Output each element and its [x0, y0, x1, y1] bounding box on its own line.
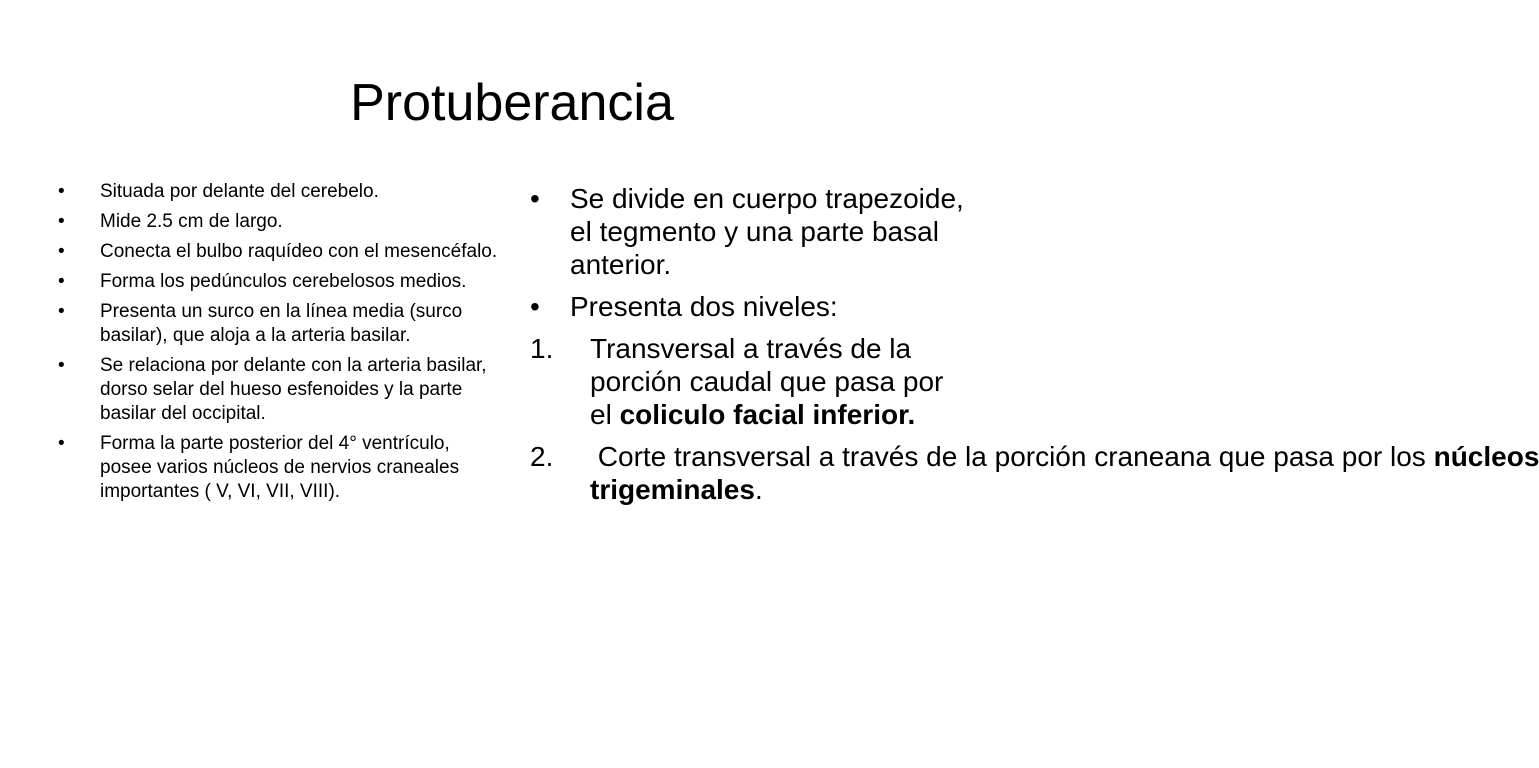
- right-numbered-list: [530, 332, 1539, 506]
- number-marker: 1.: [530, 333, 554, 364]
- bullet-icon: •: [530, 291, 540, 322]
- list-item-text: Situada por delante del cerebelo.: [100, 181, 379, 202]
- bullet-icon: •: [58, 211, 65, 232]
- list-item: [58, 240, 498, 264]
- list-item-text: Conecta el bulbo raquídeo con el mesencéfalo.: [100, 241, 498, 262]
- list-item: [530, 290, 970, 323]
- list-item: [58, 210, 498, 234]
- list-item: [58, 354, 498, 426]
- numbered-item-text: Transversal a través de la porción caudal que pasa por el: [590, 333, 944, 430]
- list-item: [58, 180, 498, 204]
- bullet-icon: •: [58, 301, 65, 322]
- list-item: [58, 270, 498, 294]
- list-item-text: Se relaciona por delante con la arteria basilar, dorso selar del hueso esfenoides y la parte basilar del occipital.: [100, 355, 487, 424]
- numbered-item-text-after: .: [754, 474, 763, 505]
- number-marker: 2.: [530, 441, 554, 472]
- list-item-text: Presenta un surco en la línea media (surco basilar), que aloja a la arteria basilar.: [100, 301, 463, 346]
- bullet-icon: •: [58, 271, 65, 292]
- list-item-text: Forma los pedúnculos cerebelosos medios.: [100, 271, 467, 292]
- numbered-item-text: Corte transversal a través de la porción craneana que pasa por los: [590, 441, 1434, 472]
- bullet-icon: •: [58, 355, 65, 376]
- bullet-icon: •: [58, 433, 65, 454]
- numbered-item: [530, 440, 1539, 506]
- numbered-item-bold-text: coliculo facial inferior.: [619, 399, 916, 430]
- list-item-text: Forma la parte posterior del 4° ventrículo, posee varios núcleos de nervios craneales importantes ( V, VI, VII, VIII).: [100, 433, 460, 502]
- list-item: [530, 182, 970, 281]
- numbered-item: [530, 332, 970, 431]
- slide-title: Protuberancia: [350, 74, 674, 132]
- list-item-text: Se divide en cuerpo trapezoide, el tegmento y una parte basal anterior.: [570, 183, 964, 280]
- bullet-icon: •: [58, 241, 65, 262]
- list-item: [58, 432, 498, 504]
- bullet-icon: •: [530, 183, 540, 214]
- right-bullet-list: [530, 182, 970, 323]
- left-bullet-list: [58, 180, 498, 504]
- numbered-item-bold-text: núcleos trigeminales: [590, 441, 1539, 505]
- left-column: [58, 180, 498, 510]
- list-item-text: Mide 2.5 cm de largo.: [100, 211, 283, 232]
- list-item-text: Presenta dos niveles:: [570, 291, 838, 322]
- list-item: [58, 300, 498, 348]
- bullet-icon: •: [58, 181, 65, 202]
- right-column: [530, 182, 1539, 515]
